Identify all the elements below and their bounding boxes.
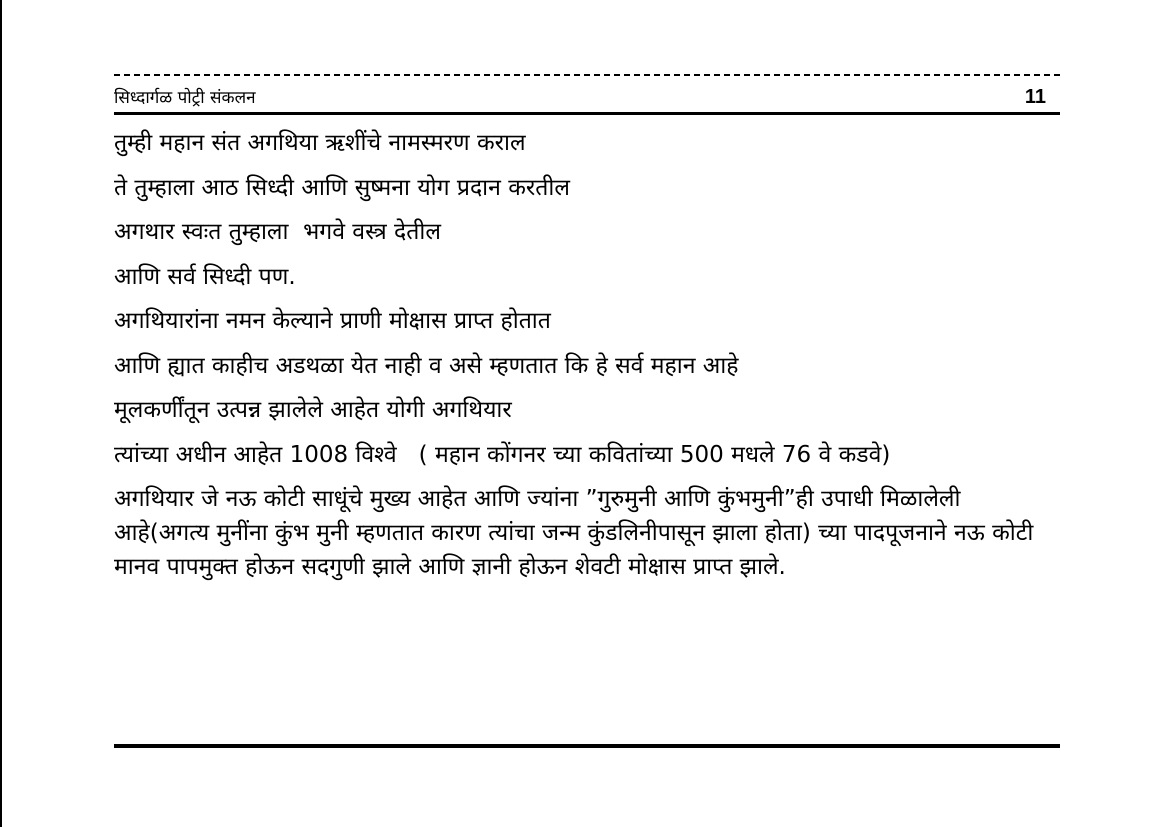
verse-line-1: तुम्ही महान संत अगथिया ऋशींचे नामस्मरण कराल	[114, 130, 526, 156]
page-body	[114, 126, 1054, 595]
page-number: 11	[1024, 86, 1046, 108]
header-rule	[114, 112, 1060, 115]
header-title: सिध्दार्गळ पोट्री संकलन	[114, 88, 256, 108]
header-dashed-rule	[114, 74, 1060, 76]
verse-line-8: त्यांच्या अधीन आहेत 1008 विश्वे ( महान कोंगनर च्या कवितांच्या 500 मधले 76 वे कडवे)	[114, 441, 891, 468]
verse-line-3: अगथार स्वःत तुम्हाला भगवे वस्त्र देतील	[114, 219, 441, 245]
verse-line-5: अगथियारांना नमन केल्याने प्राणी मोक्षास प्राप्त होतात	[114, 308, 551, 334]
verse-line-6: आणि ह्यात काहीच अडथळा येत नाही व असे म्हणतात कि हे सर्व महान आहे	[114, 352, 739, 379]
verse-line-2: ते तुम्हाला आठ सिध्दी आणि सुष्मना योग प्रदान करतील	[114, 174, 570, 201]
footer-rule	[114, 744, 1060, 748]
page-header	[114, 84, 1060, 114]
verse-line-7: मूलकर्णींतून उत्पन्न झालेले आहेत योगी अगथियार	[114, 397, 512, 423]
commentary-paragraph: अगथियार जे नऊ कोटी साधूंचे मुख्य आहेत आणि ज्यांना ”गुरुमुनी आणि कुंभमुनी”ही उपाधी मिळालेली आहे(अगत्य मुनींना कुंभ मुनी म्हणतात कारण त्यांचा जन्म कुंडलिनीपासून झाला होता) च्या पादपूजनाने नऊ कोटी मानव पापमुक्त होऊन सदगुणी झाले आणि ज्ञानी होऊन शेवटी मोक्षास प्राप्त झाले.	[114, 486, 1034, 580]
verse-line-4: आणि सर्व सिध्दी पण.	[114, 263, 296, 290]
